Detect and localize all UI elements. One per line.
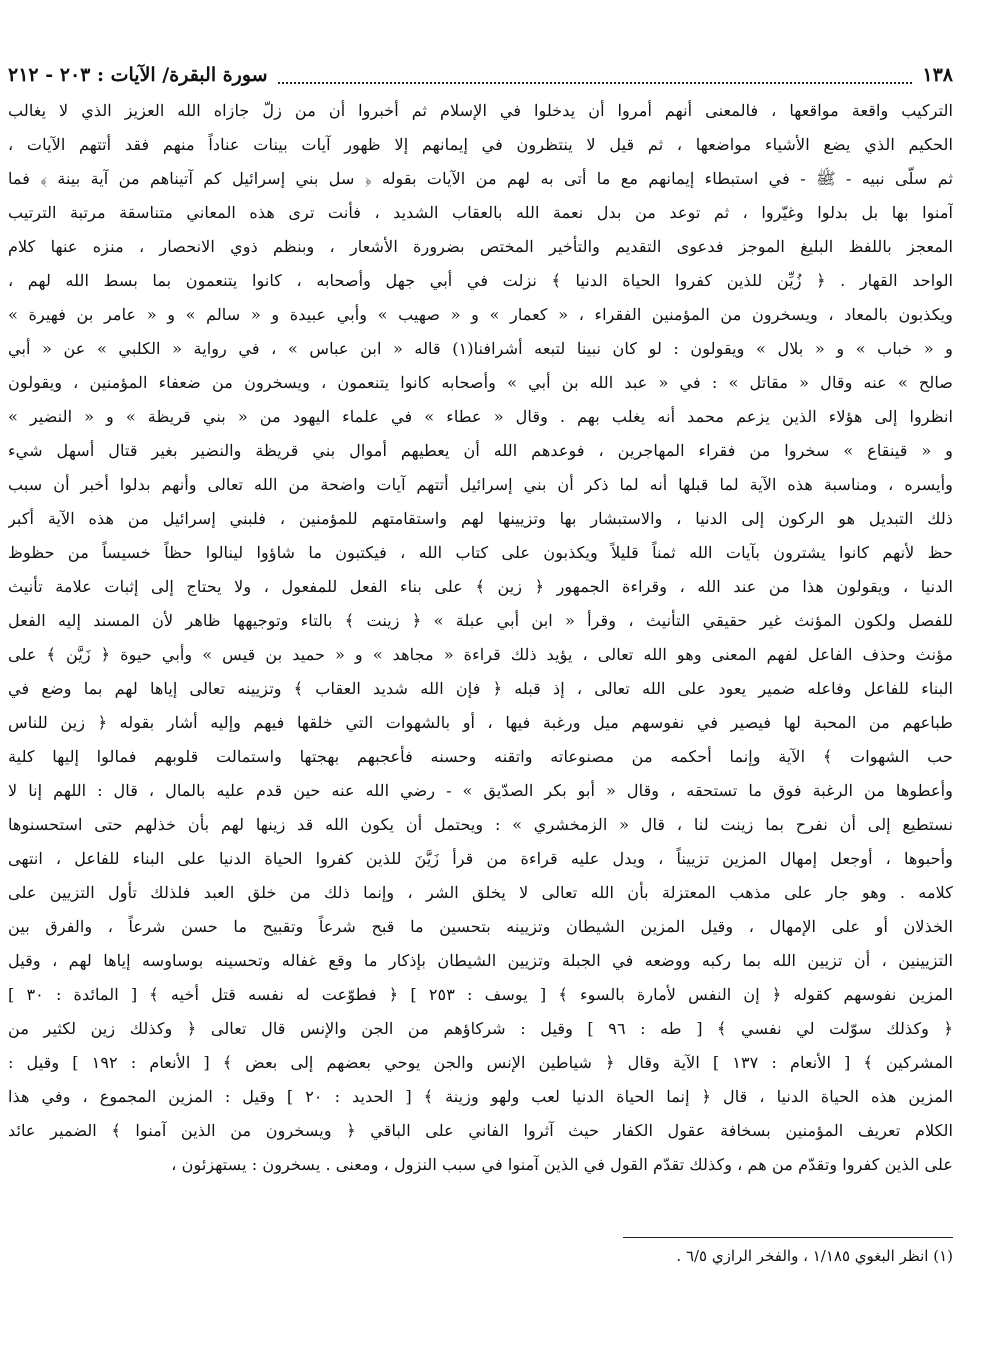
body-text bbox=[8, 94, 953, 1182]
text-line: على الذين كفروا وتقدّم من هم ، وكذلك تقدّم القول في الذين آمنوا في سبب النزول ، ومعنى . يسخرون : يستهزئون ، bbox=[171, 1155, 953, 1174]
text-line: المشركين ﴾ [ الأنعام : ١٣٧ ] الآية وقال ﴿ شياطين الإنس والجن يوحي بعضهم إلى بعض ﴾ [ الأنعام : ١٩٢ ] وقيل : bbox=[8, 1053, 953, 1072]
text-line: انظروا إلى هؤلاء الذين يزعم محمد أنه يغلب بهم . وقال « عطاء » في علماء اليهود من « بني قريظة » و « النضير » bbox=[8, 407, 953, 426]
text-line: المعجز باللفظ البليغ الموجز فدعوى التقديم والتأخير المختص بضرورة الأشعار ، وبنظم ذوي الانحصار ، منزه عنها كلام bbox=[8, 237, 953, 256]
text-line: ويكذبون بالمعاد ، ويسخرون من المؤمنين الفقراء ، « كعمار » و « صهيب » وأبي عبيدة و « سالم » و « عامر بن فهيرة » bbox=[8, 305, 953, 324]
text-line: حب الشهوات ﴾ الآية وإنما أحكمه من مصنوعاته واتقنه وحسنه فأعجبهم بهجتها واستمالت قلوبهم فمالوا إليها كلية bbox=[8, 747, 953, 766]
text-line: التزيينين ، أن تزيين الله بما ركبه ووضعه في الجبلة وتزيين الشيطان بإذكار ما وقع غفاله وتحسينه بوساوسه إياها لهم ، وقيل bbox=[8, 951, 953, 970]
page-header bbox=[8, 60, 953, 90]
text-line: مؤنث وحذف الفاعل لفهم المعنى وهو الله تعالى ، يؤيد ذلك قراءة « مجاهد » و « حميد بن قيس » وأبي حيوة ﴿ زَيَّن ﴾ على bbox=[8, 645, 953, 664]
text-line: الواحد القهار . ﴿ زُيِّن للذين كفروا الحياة الدنيا ﴾ نزلت في أبي جهل وأصحابه ، كانوا يتنعمون بما بسط الله لهم ، bbox=[8, 271, 953, 290]
text-line: وأيسره ، ومناسبة هذه الآية لما قبلها أنه لما ذكر أن بني إسرائيل أتتهم آيات واضحة من الله تعالى وأنهم بدلوا أخبر أن سبب bbox=[8, 475, 953, 494]
text-line: كلامه . وهو جار على مذهب المعتزلة بأن الله تعالى لا يخلق الشر ، وإنما ذلك من خلق العبد فلذلك تأول التزيين على bbox=[8, 883, 953, 902]
text-line: و « قينقاع » سخروا من فقراء المهاجرين ، فوعدهم الله أن يعطيهم أموال بني قريظة والنضير بغير قتال أسهل شيء bbox=[8, 441, 953, 460]
text-line: ذلك التبديل هو الركون إلى الدنيا ، والاستبشار بها وتزيينها لهم واستقامتهم للمؤمنين ، فلبني إسرائيل من هذه الآية أكبر bbox=[8, 509, 953, 528]
text-line: المزين نفوسهم كقوله ﴿ إن النفس لأمارة بالسوء ﴾ [ يوسف : ٢٥٣ ] ﴿ فطوّعت له نفسه قتل أخيه ﴾ [ المائدة : ٣٠ ] bbox=[8, 985, 953, 1004]
text-line: الخذلان أو على الإمهال ، وقيل المزين الشيطان وتزيينه بتحسين ما قبح شرعاً وتقبيح ما حسن شرعاً ، والفرق بين bbox=[8, 917, 953, 936]
text-line: وأعطوها من الرغبة فوق ما تستحقه ، وقال « أبو بكر الصدّيق » - رضي الله عنه حين قدم عليه بالمال ، قال : اللهم إنا لا bbox=[8, 781, 953, 800]
text-line: حظ لأنهم كانوا يشترون بآيات الله ثمناً قليلاً ويكذبون على كتاب الله ، فيكتبون ما شاؤوا لينالوا حظاً خسيساً من حظوظ bbox=[8, 543, 953, 562]
text-line: ﴿ وكذلك سوّلت لي نفسي ﴾ [ طه : ٩٦ ] وقيل : شركاؤهم من الجن والإنس قال تعالى ﴿ وكذلك زين لكثير من bbox=[8, 1019, 953, 1038]
text-line: الدنيا ، ويقولون هذا من عند الله ، وقراءة الجمهور ﴿ زين ﴾ على بناء الفعل للمفعول ، ولا يحتاج إلى إثبات علامة تأنيث bbox=[8, 577, 953, 596]
running-title: سورة البقرة/ الآيات : ٢٠٣ - ٢١٢ bbox=[8, 64, 268, 86]
text-line: الكلام تعريف المؤمنين بسخافة عقول الكفار حيث آثروا الفاني على الباقي ﴿ ويسخرون من الذين آمنوا ﴾ الضمير عائد bbox=[8, 1121, 953, 1140]
text-line: طباعهم من المحبة لها فيصير في نفوسهم ميل ورغبة فيها ، أو بالشهوات التي خلقها فيهم وإليه أشار بقوله ﴿ زين للناس bbox=[8, 713, 953, 732]
text-line: المزين هذه الحياة الدنيا ، قال ﴿ إنما الحياة الدنيا لعب ولهو وزينة ﴾ [ الحديد : ٢٠ ] وقيل : المزين المجموع ، وفي هذا bbox=[8, 1087, 953, 1106]
text-line: الحكيم الذي يضع الأشياء مواضعها ، ثم قيل لا ينتظرون في إيمانهم إلا ظهور آيات بينات عناداً منهم فقد أتتهم الآيات ، bbox=[8, 135, 953, 154]
text-line: و « خباب » و « بلال » ويقولون : لو كان نبينا لتبعه أشرافنا(١) قاله « ابن عباس » ، في رواية « الكلبي » عن « أبي bbox=[8, 339, 953, 358]
text-line: صالح » عنه وقال « مقاتل » : في « عبد الله بن أبي » وأصحابه كانوا يتنعمون ، ويسخرون من ضعفاء المؤمنين ، ويقولون bbox=[8, 373, 953, 392]
text-line: البناء للفاعل وفاعله ضمير يعود على الله تعالى ، إذ قبله ﴿ فإن الله شديد العقاب ﴾ وتزيينه تعالى إياها لهم بما وضع في bbox=[8, 679, 953, 698]
text-line: وأحبوها ، أوجعل إمهال المزين تزييناً ، ويدل عليه قراءة من قرأ زَيَّنَ للذين كفروا الحياة الدنيا على البناء للفاعل ، انتهى bbox=[8, 849, 953, 868]
page-number: ١٣٨ bbox=[922, 64, 953, 86]
header-dotted-leader bbox=[278, 66, 913, 84]
text-line: التركيب واقعة مواقعها ، فالمعنى أنهم أمروا أن يدخلوا في الإسلام ثم أخبروا أن من زلّ جازاه الله العزيز الذي لا يغالب bbox=[8, 101, 953, 120]
text-line: ثم سلّى نبيه - ﷺ - في استبطاء إيمانهم مع ما أتى به لهم من الآيات بقوله ﴿ سل بني إسرائيل كم آتيناهم من آية بينة ﴾ فما bbox=[8, 169, 953, 188]
footnote-separator bbox=[623, 1237, 953, 1238]
footnote: (١) انظر البغوي ١/١٨٥ ، والفخر الرازي ٦/٥ . bbox=[676, 1247, 953, 1265]
text-line: للفصل ولكون المؤنث غير حقيقي التأنيث ، وقرأ « ابن أبي عبلة » ﴿ زينت ﴾ بالتاء وتوجيهها ظاهر لأن المسند إليه الفعل bbox=[8, 611, 953, 630]
text-line: آمنوا بها بل بدلوا وغيّروا ، ثم توعد من بدل نعمة الله بالعقاب الشديد ، فأنت ترى هذه المعاني متناسقة مرتبة الترتيب bbox=[8, 203, 953, 222]
text-line: نستطيع إلى أن نفرح بما زينت لنا ، قال « الزمخشري » : ويحتمل أن يكون الله قد زينها لهم بأن خذلهم حتى استحسنوها bbox=[8, 815, 953, 834]
